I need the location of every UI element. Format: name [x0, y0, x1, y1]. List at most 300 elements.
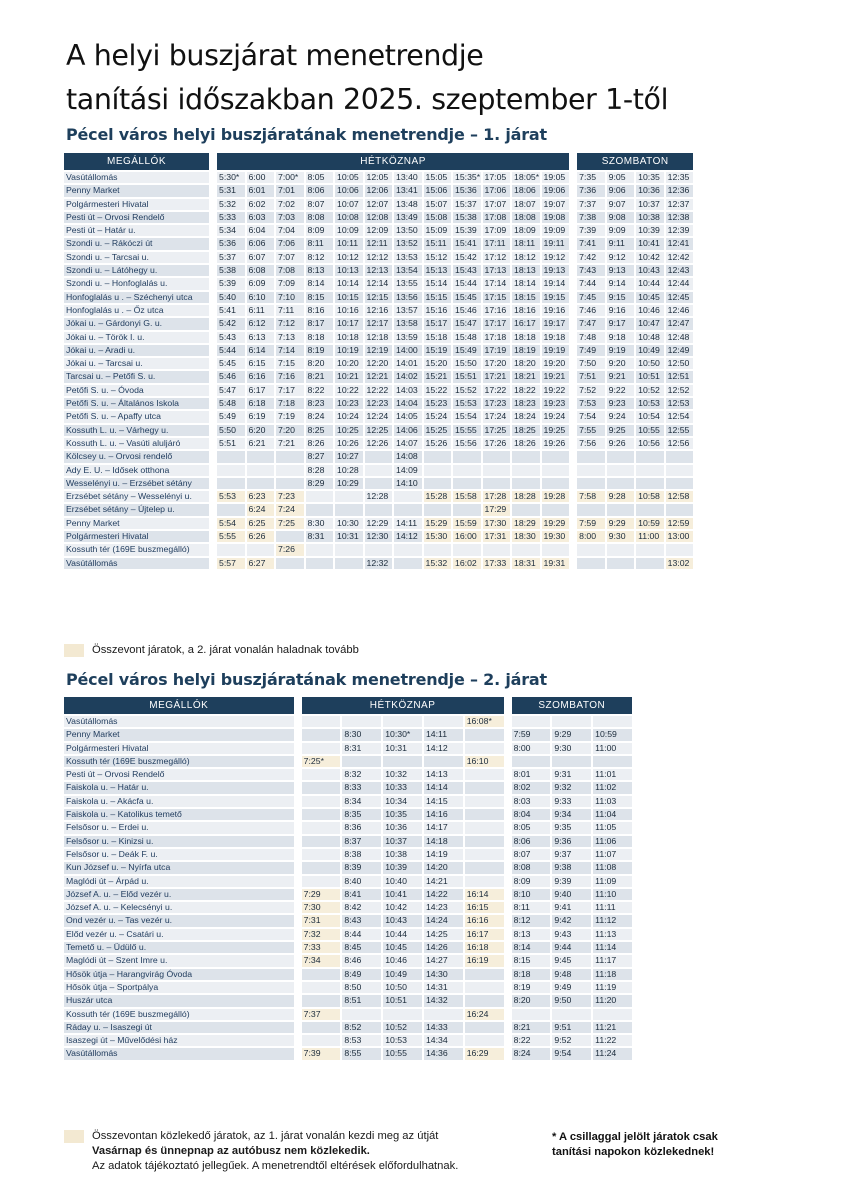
saturday-time: 8:21	[512, 1022, 551, 1033]
column-gap	[506, 809, 510, 820]
weekday-time: 10:14	[335, 278, 363, 289]
weekday-header: HÉTKÖZNAP	[302, 697, 504, 714]
column-gap	[571, 278, 575, 289]
saturday-time	[593, 756, 632, 767]
weekday-time: 8:44	[342, 929, 381, 940]
saturday-time: 9:30	[607, 531, 635, 542]
weekday-time: 10:33	[383, 782, 422, 793]
saturday-time: 8:19	[512, 982, 551, 993]
timetable-row	[64, 982, 632, 993]
saturday-time: 11:10	[593, 889, 632, 900]
weekday-time: 15:52	[453, 385, 481, 396]
weekday-time	[217, 504, 245, 515]
saturday-time: 9:51	[552, 1022, 591, 1033]
saturday-time: 11:00	[593, 743, 632, 754]
weekday-time: 8:31	[306, 531, 334, 542]
saturday-time: 9:49	[552, 982, 591, 993]
weekday-time	[394, 544, 422, 555]
weekday-time	[465, 729, 504, 740]
weekday-time: 5:36	[217, 238, 245, 249]
weekday-time: 13:49	[394, 212, 422, 223]
saturday-time	[577, 465, 605, 476]
weekday-time: 7:37	[302, 1009, 341, 1020]
weekday-time	[302, 743, 341, 754]
weekday-time	[302, 969, 341, 980]
saturday-time	[552, 1009, 591, 1020]
timetable-row	[64, 889, 632, 900]
column-gap	[571, 212, 575, 223]
weekday-time: 13:41	[394, 185, 422, 196]
stop-name: Kun József u. – Nyírfa utca	[64, 862, 294, 873]
weekday-time: 14:07	[394, 438, 422, 449]
stop-name: Maglódi út – Árpád u.	[64, 876, 294, 887]
column-gap	[296, 809, 300, 820]
saturday-time: 7:48	[577, 332, 605, 343]
weekday-time: 8:19	[306, 345, 334, 356]
weekday-time: 10:44	[383, 929, 422, 940]
weekday-time	[542, 465, 570, 476]
column-gap	[571, 292, 575, 303]
timetable-row	[64, 185, 693, 196]
saturday-time: 7:42	[577, 252, 605, 263]
saturday-time: 9:06	[607, 185, 635, 196]
saturday-time	[636, 478, 664, 489]
saturday-time: 10:49	[636, 345, 664, 356]
weekday-time	[394, 504, 422, 515]
saturday-time	[607, 451, 635, 462]
weekday-time: 17:22	[483, 385, 511, 396]
saturday-time: 8:00	[577, 531, 605, 542]
saturday-time: 10:41	[636, 238, 664, 249]
saturday-time	[607, 544, 635, 555]
weekday-time: 8:50	[342, 982, 381, 993]
saturday-time: 12:38	[666, 212, 694, 223]
weekday-time: 13:40	[394, 172, 422, 183]
saturday-time: 8:06	[512, 836, 551, 847]
saturday-time: 9:09	[607, 225, 635, 236]
column-gap	[571, 465, 575, 476]
column-gap	[296, 822, 300, 833]
weekday-time: 8:39	[342, 862, 381, 873]
weekday-time: 10:35	[383, 809, 422, 820]
weekday-time: 8:27	[306, 451, 334, 462]
weekday-time: 10:38	[383, 849, 422, 860]
weekday-time: 5:50	[217, 425, 245, 436]
column-gap	[571, 451, 575, 462]
saturday-time	[636, 465, 664, 476]
weekday-time: 12:22	[365, 385, 393, 396]
column-gap	[296, 1009, 300, 1020]
weekday-time: 7:10	[276, 292, 304, 303]
weekday-time: 8:43	[342, 915, 381, 926]
weekday-time: 7:33	[302, 942, 341, 953]
sunday-note: Vasárnap és ünnepnap az autóbusz nem közlekedik.	[92, 1145, 370, 1157]
saturday-time: 12:54	[666, 411, 694, 422]
weekday-time: 14:31	[424, 982, 463, 993]
weekday-time: 10:19	[335, 345, 363, 356]
weekday-time	[512, 478, 540, 489]
weekday-time: 7:24	[276, 504, 304, 515]
saturday-time: 10:56	[636, 438, 664, 449]
weekday-time: 15:12	[424, 252, 452, 263]
weekday-time: 8:25	[306, 425, 334, 436]
column-gap	[571, 332, 575, 343]
timetable-row	[64, 531, 693, 542]
weekday-time: 17:31	[483, 531, 511, 542]
saturday-time: 7:52	[577, 385, 605, 396]
column-gap	[296, 915, 300, 926]
weekday-time: 8:17	[306, 318, 334, 329]
weekday-time: 10:50	[383, 982, 422, 993]
weekday-time: 10:16	[335, 305, 363, 316]
weekday-time: 12:25	[365, 425, 393, 436]
weekday-time	[465, 995, 504, 1006]
weekday-time	[383, 756, 422, 767]
saturday-time: 11:18	[593, 969, 632, 980]
weekday-time: 6:12	[247, 318, 275, 329]
weekday-time	[302, 876, 341, 887]
saturday-time	[607, 465, 635, 476]
weekday-time: 14:13	[424, 769, 463, 780]
saturday-time: 9:21	[607, 371, 635, 382]
stop-name: Pesti út – Orvosi Rendelő	[64, 769, 294, 780]
weekday-time: 19:14	[542, 278, 570, 289]
saturday-time: 8:15	[512, 955, 551, 966]
weekday-time: 8:07	[306, 199, 334, 210]
weekday-time: 15:18	[424, 332, 452, 343]
weekday-time: 10:30	[335, 518, 363, 529]
route2-header-row	[64, 697, 632, 714]
saturday-time: 10:36	[636, 185, 664, 196]
weekday-time: 16:14	[465, 889, 504, 900]
weekday-time: 10:13	[335, 265, 363, 276]
weekday-time: 14:24	[424, 915, 463, 926]
weekday-time: 16:10	[465, 756, 504, 767]
timetable-row	[64, 385, 693, 396]
header-gap	[211, 153, 215, 170]
saturday-time: 7:49	[577, 345, 605, 356]
weekday-time: 17:14	[483, 278, 511, 289]
weekday-time	[465, 769, 504, 780]
legend-swatch-route2	[64, 1130, 84, 1143]
column-gap	[571, 518, 575, 529]
weekday-time: 18:11	[512, 238, 540, 249]
page-title	[66, 34, 668, 122]
weekday-time: 15:14	[424, 278, 452, 289]
weekday-time: 5:34	[217, 225, 245, 236]
weekday-time: 15:53	[453, 398, 481, 409]
saturday-time: 8:07	[512, 849, 551, 860]
weekday-time: 18:29	[512, 518, 540, 529]
weekday-time: 8:35	[342, 809, 381, 820]
column-gap	[571, 318, 575, 329]
saturday-time: 7:41	[577, 238, 605, 249]
column-gap	[506, 1048, 510, 1059]
timetable-row	[64, 358, 693, 369]
saturday-time	[607, 558, 635, 569]
weekday-time	[453, 451, 481, 462]
weekday-time	[365, 465, 393, 476]
weekday-time: 8:06	[306, 185, 334, 196]
saturday-time	[607, 478, 635, 489]
saturday-time: 9:07	[607, 199, 635, 210]
timetable-row	[64, 769, 632, 780]
column-gap	[506, 995, 510, 1006]
weekday-time: 19:06	[542, 185, 570, 196]
saturday-time: 7:37	[577, 199, 605, 210]
column-gap	[571, 172, 575, 183]
weekday-time: 7:03	[276, 212, 304, 223]
saturday-time: 11:21	[593, 1022, 632, 1033]
weekday-time: 14:10	[394, 478, 422, 489]
weekday-time	[342, 716, 381, 727]
weekday-time: 6:23	[247, 491, 275, 502]
column-gap	[296, 836, 300, 847]
weekday-time	[217, 451, 245, 462]
timetable-row	[64, 929, 632, 940]
weekday-time	[465, 862, 504, 873]
saturday-time: 9:40	[552, 889, 591, 900]
weekday-time	[394, 491, 422, 502]
stop-name: Jókai u. – Aradi u.	[64, 345, 209, 356]
saturday-time	[577, 478, 605, 489]
weekday-time: 16:18	[465, 942, 504, 953]
weekday-time: 10:05	[335, 172, 363, 183]
stops-header: MEGÁLLÓK	[64, 153, 209, 170]
weekday-time	[302, 729, 341, 740]
stop-name: Felsősor u. – Deák F. u.	[64, 849, 294, 860]
saturday-time: 9:43	[552, 929, 591, 940]
weekday-time: 7:07	[276, 252, 304, 263]
weekday-time: 8:46	[342, 955, 381, 966]
saturday-time: 7:35	[577, 172, 605, 183]
stop-name: Maglódi út – Szent Imre u.	[64, 955, 294, 966]
weekday-time: 10:52	[383, 1022, 422, 1033]
weekday-time: 19:29	[542, 518, 570, 529]
weekday-time	[483, 478, 511, 489]
weekday-time: 18:28	[512, 491, 540, 502]
weekday-time: 15:35*	[455, 172, 481, 182]
stop-name: Petőfi S. u. – Óvoda	[64, 385, 209, 396]
weekday-time: 10:30*	[383, 729, 422, 740]
weekday-time: 6:04	[247, 225, 275, 236]
saturday-time: 10:44	[636, 278, 664, 289]
timetable-row	[64, 252, 693, 263]
saturday-time	[666, 504, 694, 515]
timetable-row	[64, 995, 632, 1006]
weekday-time: 8:18	[306, 332, 334, 343]
column-gap	[211, 265, 215, 276]
weekday-time: 10:27	[335, 451, 363, 462]
stop-name: Vasútállomás	[64, 172, 209, 183]
weekday-time: 15:09	[424, 225, 452, 236]
saturday-time: 7:44	[577, 278, 605, 289]
weekday-time: 10:37	[383, 836, 422, 847]
stop-name: Szondi u. – Honfoglalás u.	[64, 278, 209, 289]
stop-name: Felsősor u. – Kinizsi u.	[64, 836, 294, 847]
weekday-time: 15:30	[424, 531, 452, 542]
saturday-time	[666, 465, 694, 476]
weekday-time: 14:06	[394, 425, 422, 436]
column-gap	[296, 716, 300, 727]
weekday-time: 10:34	[383, 796, 422, 807]
weekday-time: 8:52	[342, 1022, 381, 1033]
weekday-time: 8:20	[306, 358, 334, 369]
weekday-time: 5:32	[217, 199, 245, 210]
weekday-time: 5:38	[217, 265, 245, 276]
timetable-row	[64, 172, 693, 183]
weekday-time: 19:05	[542, 172, 570, 183]
weekday-time: 19:17	[542, 318, 570, 329]
column-gap	[296, 769, 300, 780]
saturday-time: 7:39	[577, 225, 605, 236]
timetable-row	[64, 225, 693, 236]
weekday-time: 19:13	[542, 265, 570, 276]
weekday-time	[424, 504, 452, 515]
column-gap	[571, 438, 575, 449]
weekday-time	[302, 716, 341, 727]
weekday-time	[512, 504, 540, 515]
timetable-row	[64, 716, 632, 727]
saturday-time: 9:41	[552, 902, 591, 913]
weekday-time: 10:15	[335, 292, 363, 303]
weekday-time: 19:08	[542, 212, 570, 223]
stop-name: Kossuth tér (169E buszmegálló)	[64, 756, 294, 767]
weekday-time: 10:21	[335, 371, 363, 382]
saturday-time: 9:28	[607, 491, 635, 502]
saturday-time: 8:05	[512, 822, 551, 833]
weekday-time	[247, 544, 275, 555]
weekday-time: 8:16	[306, 305, 334, 316]
weekday-time: 18:15	[512, 292, 540, 303]
weekday-time	[302, 849, 341, 860]
timetable-row	[64, 558, 693, 569]
weekday-time: 18:12	[512, 252, 540, 263]
legend-text-route1: Összevont járatok, a 2. járat vonalán haladnak tovább	[92, 644, 359, 656]
weekday-time: 7:15	[276, 358, 304, 369]
column-gap	[211, 425, 215, 436]
weekday-time	[483, 451, 511, 462]
weekday-time: 10:51	[383, 995, 422, 1006]
weekday-time	[302, 862, 341, 873]
weekday-time: 19:30	[542, 531, 570, 542]
column-gap	[506, 849, 510, 860]
saturday-time: 11:24	[593, 1048, 632, 1059]
weekday-time: 14:34	[424, 1035, 463, 1046]
weekday-time: 15:29	[424, 518, 452, 529]
saturday-time: 12:53	[666, 398, 694, 409]
weekday-time: 8:38	[342, 849, 381, 860]
weekday-time: 17:26	[483, 438, 511, 449]
saturday-time: 9:16	[607, 305, 635, 316]
weekday-time: 7:00*	[276, 172, 304, 183]
saturday-time	[607, 504, 635, 515]
saturday-time: 10:42	[636, 252, 664, 263]
weekday-time: 18:31	[512, 558, 540, 569]
column-gap	[506, 782, 510, 793]
weekday-time	[424, 478, 452, 489]
column-gap	[211, 478, 215, 489]
weekday-time: 15:08	[424, 212, 452, 223]
legend-text-route2: Összevontan közlekedő járatok, az 1. járat vonalán kezdi meg az útját	[92, 1130, 439, 1142]
saturday-time: 12:35	[666, 172, 694, 183]
saturday-time: 7:55	[577, 425, 605, 436]
weekday-time: 6:02	[247, 199, 275, 210]
saturday-time: 12:49	[666, 345, 694, 356]
weekday-time	[453, 504, 481, 515]
weekday-time: 14:20	[424, 862, 463, 873]
timetable-row	[64, 822, 632, 833]
weekday-time: 18:06	[512, 185, 540, 196]
weekday-time	[335, 504, 363, 515]
column-gap	[296, 889, 300, 900]
stops-header: MEGÁLLÓK	[64, 697, 294, 714]
saturday-time	[666, 544, 694, 555]
column-gap	[211, 398, 215, 409]
weekday-time: 7:19	[276, 411, 304, 422]
weekday-time: 13:53	[394, 252, 422, 263]
weekday-time: 14:01	[394, 358, 422, 369]
weekday-time: 12:09	[365, 225, 393, 236]
weekday-time: 8:12	[306, 252, 334, 263]
weekday-time: 6:00	[247, 172, 275, 183]
weekday-time: 18:09	[512, 225, 540, 236]
column-gap	[211, 465, 215, 476]
column-gap	[211, 504, 215, 515]
column-gap	[506, 969, 510, 980]
timetable-row	[64, 902, 632, 913]
timetable-row	[64, 345, 693, 356]
weekday-time	[247, 478, 275, 489]
saturday-time: 12:58	[666, 491, 694, 502]
column-gap	[296, 969, 300, 980]
weekday-time	[306, 544, 334, 555]
weekday-time: 8:24	[306, 411, 334, 422]
weekday-time: 16:08*	[465, 716, 504, 727]
weekday-time	[424, 1009, 463, 1020]
saturday-time: 9:30	[552, 743, 591, 754]
weekday-time: 17:23	[483, 398, 511, 409]
column-gap	[506, 876, 510, 887]
weekday-time: 12:16	[365, 305, 393, 316]
weekday-time: 15:37	[453, 199, 481, 210]
weekday-time	[465, 1022, 504, 1033]
timetable-row	[64, 371, 693, 382]
column-gap	[211, 252, 215, 263]
stop-name: Wesselényi u. – Erzsébet sétány	[64, 478, 209, 489]
weekday-time: 8:30	[306, 518, 334, 529]
weekday-time	[276, 478, 304, 489]
weekday-time	[542, 478, 570, 489]
weekday-time: 10:24	[335, 411, 363, 422]
weekday-time	[276, 558, 304, 569]
column-gap	[571, 544, 575, 555]
saturday-time: 7:59	[577, 518, 605, 529]
column-gap	[571, 531, 575, 542]
weekday-time: 15:23	[424, 398, 452, 409]
weekday-time: 5:39	[217, 278, 245, 289]
weekday-time: 16:15	[465, 902, 504, 913]
title-line-1: A helyi buszjárat menetrendje	[66, 39, 484, 72]
weekday-time: 8:13	[306, 265, 334, 276]
weekday-time: 18:07	[512, 199, 540, 210]
weekday-time: 12:07	[365, 199, 393, 210]
stop-name: Honfoglalás u . – Széchenyi utca	[64, 292, 209, 303]
saturday-time: 9:19	[607, 345, 635, 356]
column-gap	[571, 358, 575, 369]
column-gap	[296, 902, 300, 913]
saturday-time: 10:59	[593, 729, 632, 740]
